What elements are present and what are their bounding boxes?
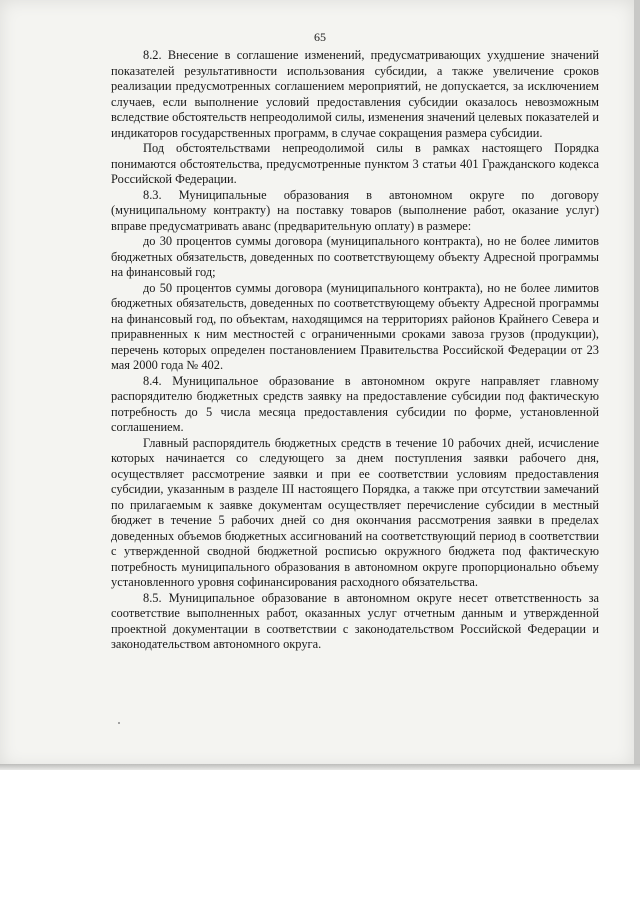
- paragraph-advance-50: до 50 процентов суммы договора (муниципального контракта), но не более лимитов бюджетных обязательств, доведенных по соответствующему объекту Адресной программы на финансовый год, по объектам, находящимся на территориях районов Крайнего Севера и приравненных к ним местностей с ограниченными сроками завоза грузов (продукции), перечень которых определен постановлением Правительства Российской Федерации от 23 мая 2000 года № 402.: [111, 280, 599, 372]
- scan-edge-shadow: [0, 764, 640, 770]
- paragraph-8-4: 8.4. Муниципальное образование в автономном округе направляет главному распорядителю бюджетных средств заявку на предоставление субсидии под фактическую потребность до 5 числа месяца предоставления субсидии по форме, установленной соглашением.: [111, 373, 599, 434]
- scan-speck: [118, 722, 120, 724]
- document-body: [111, 48, 599, 653]
- paragraph-advance-30: до 30 процентов суммы договора (муниципального контракта), но не более лимитов бюджетных обязательств, доведенных по соответствующему объекту Адресной программы на финансовый год;: [111, 234, 599, 279]
- paragraph-force-majeure: Под обстоятельствами непреодолимой силы в рамках настоящего Порядка понимаются обстоятельства, предусмотренные пунктом 3 статьи 401 Гражданского кодекса Российской Федерации.: [111, 141, 599, 186]
- paragraph-review: Главный распорядитель бюджетных средств в течение 10 рабочих дней, исчисление которых начинается со следующего за днем поступления заявки рабочего дня, осуществляет рассмотрение заявки и при ее соответствии условиям предоставления субсидии, указанным в разделе III настоящего Порядка, а также при отсутствии замечаний по прилагаемым к заявке документам осуществляет перечисление субсидии в местный бюджет в течение 5 рабочих дней со дня окончания рассмотрения заявки в пределах доведенных объемов бюджетных ассигнований на соответствующий период в соответствии с утвержденной сводной бюджетной росписью окружного бюджета под фактическую потребность муниципального образования в автономном округе пропорционально объему установленного уровня софинансирования расходного обязательства.: [111, 435, 599, 589]
- page-number: 65: [314, 30, 326, 44]
- paragraph-8-2: 8.2. Внесение в соглашение изменений, предусматривающих ухудшение значений показателей результативности использования субсидии, а также увеличение сроков реализации предусмотренных соглашением мероприятий, не допускается, за исключением случаев, если выполнение условий предоставления субсидии оказалось невозможным вследствие обстоятельств непреодолимой силы, изменения значений целевых показателей и индикаторов государственных программ, в случае сокращения размера субсидии.: [111, 48, 599, 140]
- paragraph-8-3: 8.3. Муниципальные образования в автономном округе по договору (муниципальному контракту) на поставку товаров (выполнение работ, оказание услуг) вправе предусматривать аванс (предварительную оплату) в размере:: [111, 187, 599, 233]
- paragraph-8-5: 8.5. Муниципальное образование в автономном округе несет ответственность за соответствие выполненных работ, оказанных услуг отчетным данным и утвержденной проектной документации в соответствии с законодательством Российской Федерации и законодательством автономного округа.: [111, 590, 599, 651]
